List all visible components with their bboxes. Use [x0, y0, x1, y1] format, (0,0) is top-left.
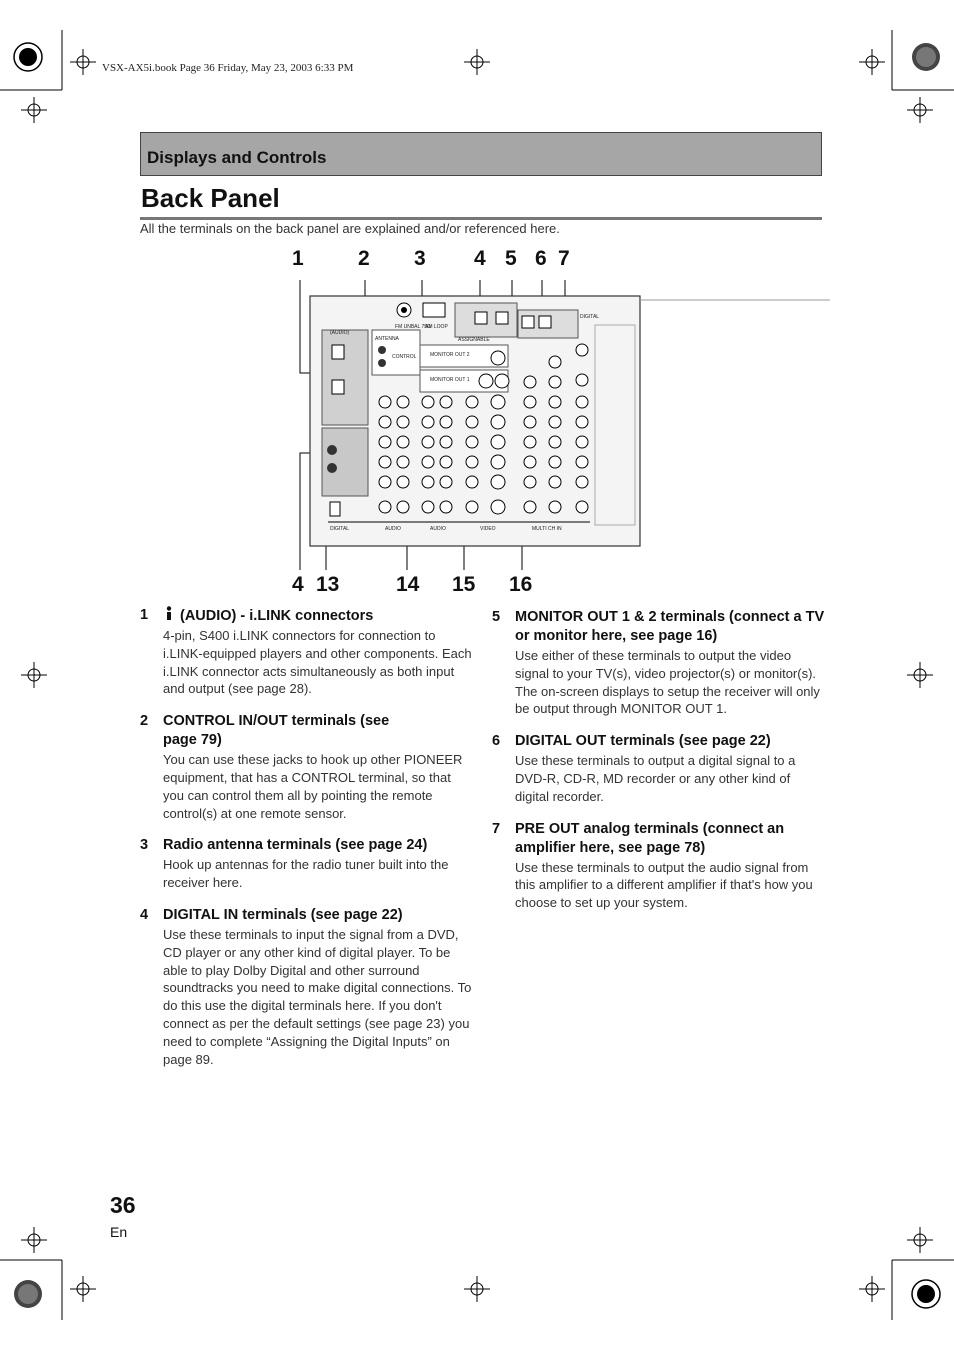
- item-number: 7: [492, 820, 501, 837]
- item-number: 2: [140, 713, 149, 730]
- diagram-label-bottom-audio-2: AUDIO: [430, 526, 446, 532]
- left-column: [140, 606, 475, 1082]
- item-5: [492, 608, 827, 718]
- item-4: [140, 906, 475, 1068]
- registration-target-top-left: [14, 43, 42, 71]
- callout-14: 14: [396, 573, 420, 596]
- callout-3: 3: [414, 247, 426, 270]
- diagram-label-control: CONTROL: [392, 354, 417, 360]
- item-body: Use these terminals to output a digital signal to a DVD-R, CD-R, MD recorder or any other kind of digital recorder.: [515, 753, 796, 804]
- item-title: CONTROL IN/OUT terminals (see page 79): [163, 713, 390, 749]
- back-panel-diagram: [290, 270, 830, 580]
- callout-13: 13: [316, 573, 340, 596]
- crosshair-bottom-left: [70, 1276, 96, 1302]
- item-number: 3: [140, 837, 149, 854]
- callout-7: 7: [558, 247, 570, 270]
- crosshair-top-center: [464, 49, 490, 75]
- right-column: [492, 608, 827, 926]
- callout-16: 16: [509, 573, 533, 596]
- item-title: MONITOR OUT 1 & 2 terminals (connect a TV or monitor here, see page 16): [515, 609, 825, 644]
- item-7: [492, 820, 827, 912]
- page-language: En: [110, 1224, 128, 1240]
- item-number: 5: [492, 609, 501, 625]
- registration-target-bottom-left: [14, 1280, 42, 1308]
- crosshair-left-mid: [21, 662, 47, 688]
- registration-target-bottom-right: [912, 1280, 940, 1308]
- print-header: VSX-AX5i.book Page 36 Friday, May 23, 2003 6:33 PM: [102, 62, 354, 74]
- diagram-label-monitor-out-1: MONITOR OUT 1: [430, 377, 470, 383]
- crosshair-left-top: [21, 97, 47, 123]
- callout-4: 4: [474, 247, 486, 270]
- diagram-label-am-loop: AM LOOP: [425, 324, 448, 330]
- diagram-label-bottom-multich: MULTI CH IN: [532, 526, 562, 532]
- item-title: Radio antenna terminals (see page 24): [163, 837, 428, 854]
- item-number: 1: [140, 607, 149, 623]
- diagram-label-bottom-video: VIDEO: [480, 526, 496, 532]
- item-title: PRE OUT analog terminals (connect an amplifier here, see page 78): [515, 820, 785, 856]
- callout-2: 2: [358, 247, 370, 270]
- item-title: DIGITAL IN terminals (see page 22): [163, 906, 403, 923]
- crosshair-bottom-right: [859, 1276, 885, 1302]
- item-body: Use these terminals to input the signal from a DVD, CD player or any other kind of digital player. To be able to play Dolby Digital and other surround soundtracks you need to make digital connections. To do this use the digital terminals here. If you don't connect as per the default settings (see page 23) you need to complete “Assigning the Digital Inputs” on page 89.: [163, 926, 472, 1067]
- item-body: Use either of these terminals to output the video signal to your TV(s), video projector(s) or monitor(s). The on-screen displays to setup the receiver will only be output through MONITOR OUT 1.: [515, 648, 820, 717]
- diagram-label-bottom-audio: AUDIO: [385, 526, 401, 532]
- section-title: Displays and Controls: [147, 148, 327, 167]
- section-header-band: [140, 132, 822, 176]
- crosshair-top-left-a: [70, 49, 96, 75]
- diagram-label-antenna: ANTENNA: [375, 336, 399, 342]
- item-6: [492, 732, 827, 805]
- item-body: Hook up antennas for the radio tuner built into the receiver here.: [163, 857, 449, 891]
- item-body: 4-pin, S400 i.LINK connectors for connection to i.LINK-equipped players and other components. Each i.LINK connector acts simultaneously as both input and output (see page 28).: [163, 628, 472, 697]
- ilink-icon: [163, 606, 175, 622]
- callout-5: 5: [505, 247, 517, 270]
- diagram-label-audio: (AUDIO): [330, 330, 350, 336]
- diagram-label-assignable: ASSIGNABLE: [458, 337, 490, 343]
- item-body: You can use these jacks to hook up other PIONEER equipment, that has a CONTROL terminal, so that you can control them all by pointing the remote control(s) at one remote sensor.: [163, 752, 463, 821]
- callout-15: 15: [452, 573, 476, 596]
- callout-bottom-4: 4: [292, 573, 304, 596]
- intro-text: All the terminals on the back panel are explained and/or referenced here.: [140, 221, 560, 236]
- item-2: [140, 712, 475, 822]
- item-title: DIGITAL OUT terminals (see page 22): [515, 733, 771, 750]
- crosshair-right-top: [907, 97, 933, 123]
- page-title: Back Panel: [141, 183, 280, 213]
- crosshair-bottom-center: [464, 1276, 490, 1302]
- page-number: 36: [110, 1192, 136, 1218]
- crosshair-top-right-a: [859, 49, 885, 75]
- diagram-label-digital: DIGITAL: [580, 314, 600, 320]
- crosshair-right-mid: [907, 662, 933, 688]
- item-number: 6: [492, 733, 501, 750]
- item-3: [140, 836, 475, 892]
- item-body: Use these terminals to output the audio signal from this amplifier to a different amplifier if that's how you choose to set up your system.: [515, 859, 813, 911]
- callout-6: 6: [535, 247, 547, 270]
- diagram-label-bottom-digital: DIGITAL: [330, 526, 350, 532]
- item-1: [140, 606, 475, 698]
- diagram-label-fm: FM UNBAL 75Ω: [395, 324, 431, 330]
- item-title: (AUDIO) - i.LINK connectors: [180, 608, 374, 624]
- title-rule: [140, 217, 822, 220]
- callout-1: 1: [292, 247, 304, 270]
- crosshair-right-bottom: [907, 1227, 933, 1253]
- diagram-label-monitor-out-2: MONITOR OUT 2: [430, 352, 470, 358]
- crosshair-left-bottom: [21, 1227, 47, 1253]
- item-number: 4: [140, 906, 149, 923]
- registration-target-top-right: [912, 43, 940, 71]
